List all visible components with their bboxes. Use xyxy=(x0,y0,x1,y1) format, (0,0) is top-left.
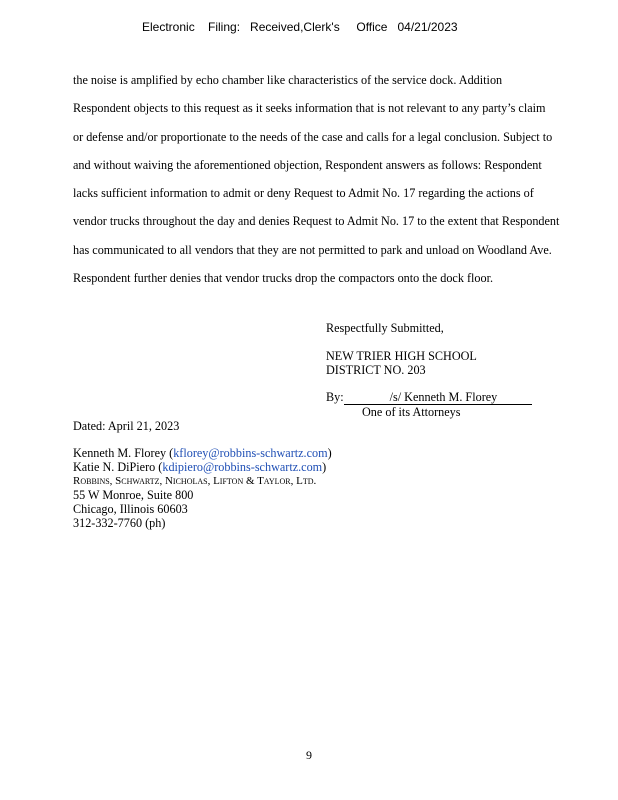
org-district: DISTRICT NO. 203 xyxy=(326,363,426,377)
body-line: the noise is amplified by echo chamber like characteristics of the service dock. Addition xyxy=(73,73,503,87)
address-street: 55 W Monroe, Suite 800 xyxy=(73,488,194,502)
body-line: and without waiving the aforementioned objection, Respondent answers as follows: Respondent xyxy=(73,157,542,172)
paren-close: ) xyxy=(327,446,332,460)
body-line: Respondent further denies that vendor trucks drop the compactors onto the dock floor. xyxy=(73,271,494,286)
counsel-block xyxy=(73,446,332,530)
attorney-name: Kenneth M. Florey ( xyxy=(73,446,174,460)
attorney-line xyxy=(73,446,332,460)
attorneys-caption: One of its Attorneys xyxy=(362,405,461,419)
attorney-line xyxy=(73,460,332,474)
body-line: Respondent objects to this request as it seeks information that is not relevant to any party’s claim xyxy=(73,101,546,116)
signature-line xyxy=(326,390,532,405)
dated-line: Dated: April 21, 2023 xyxy=(73,419,180,433)
firm-name: Robbins, Schwartz, Nicholas, Lifton & Taylor, Ltd. xyxy=(73,475,317,487)
email-link[interactable]: kflorey@robbins-schwartz.com xyxy=(173,446,328,460)
paren-close: ) xyxy=(322,460,327,474)
answer-paragraph xyxy=(73,66,603,292)
signature-org xyxy=(326,349,477,377)
address-city: Chicago, Illinois 60603 xyxy=(73,502,188,516)
electronic-filing-header: Electronic Filing: Received,Clerk's Office 04/21/2023 xyxy=(142,20,458,34)
attorney-name: Katie N. DiPiero ( xyxy=(73,460,163,474)
body-line: lacks sufficient information to admit or deny Request to Admit No. 17 regarding the actions of xyxy=(73,186,534,201)
body-line: vendor trucks throughout the day and denies Request to Admit No. 17 to the extent that Respondent xyxy=(73,214,560,229)
by-label: By: xyxy=(326,390,344,404)
body-line: or defense and/or proportionate to the needs of the case and calls for a legal conclusion. Subject to xyxy=(73,129,553,144)
org-name: NEW TRIER HIGH SCHOOL xyxy=(326,349,477,363)
closing: Respectfully Submitted, xyxy=(326,321,444,335)
page-number: 9 xyxy=(306,748,312,762)
email-link[interactable]: kdipiero@robbins-schwartz.com xyxy=(162,460,323,474)
signature-name: /s/ Kenneth M. Florey xyxy=(344,391,532,405)
phone-number: 312-332-7760 (ph) xyxy=(73,516,166,530)
body-line: has communicated to all vendors that they are not permitted to park and unload on Woodland Ave. xyxy=(73,242,552,257)
